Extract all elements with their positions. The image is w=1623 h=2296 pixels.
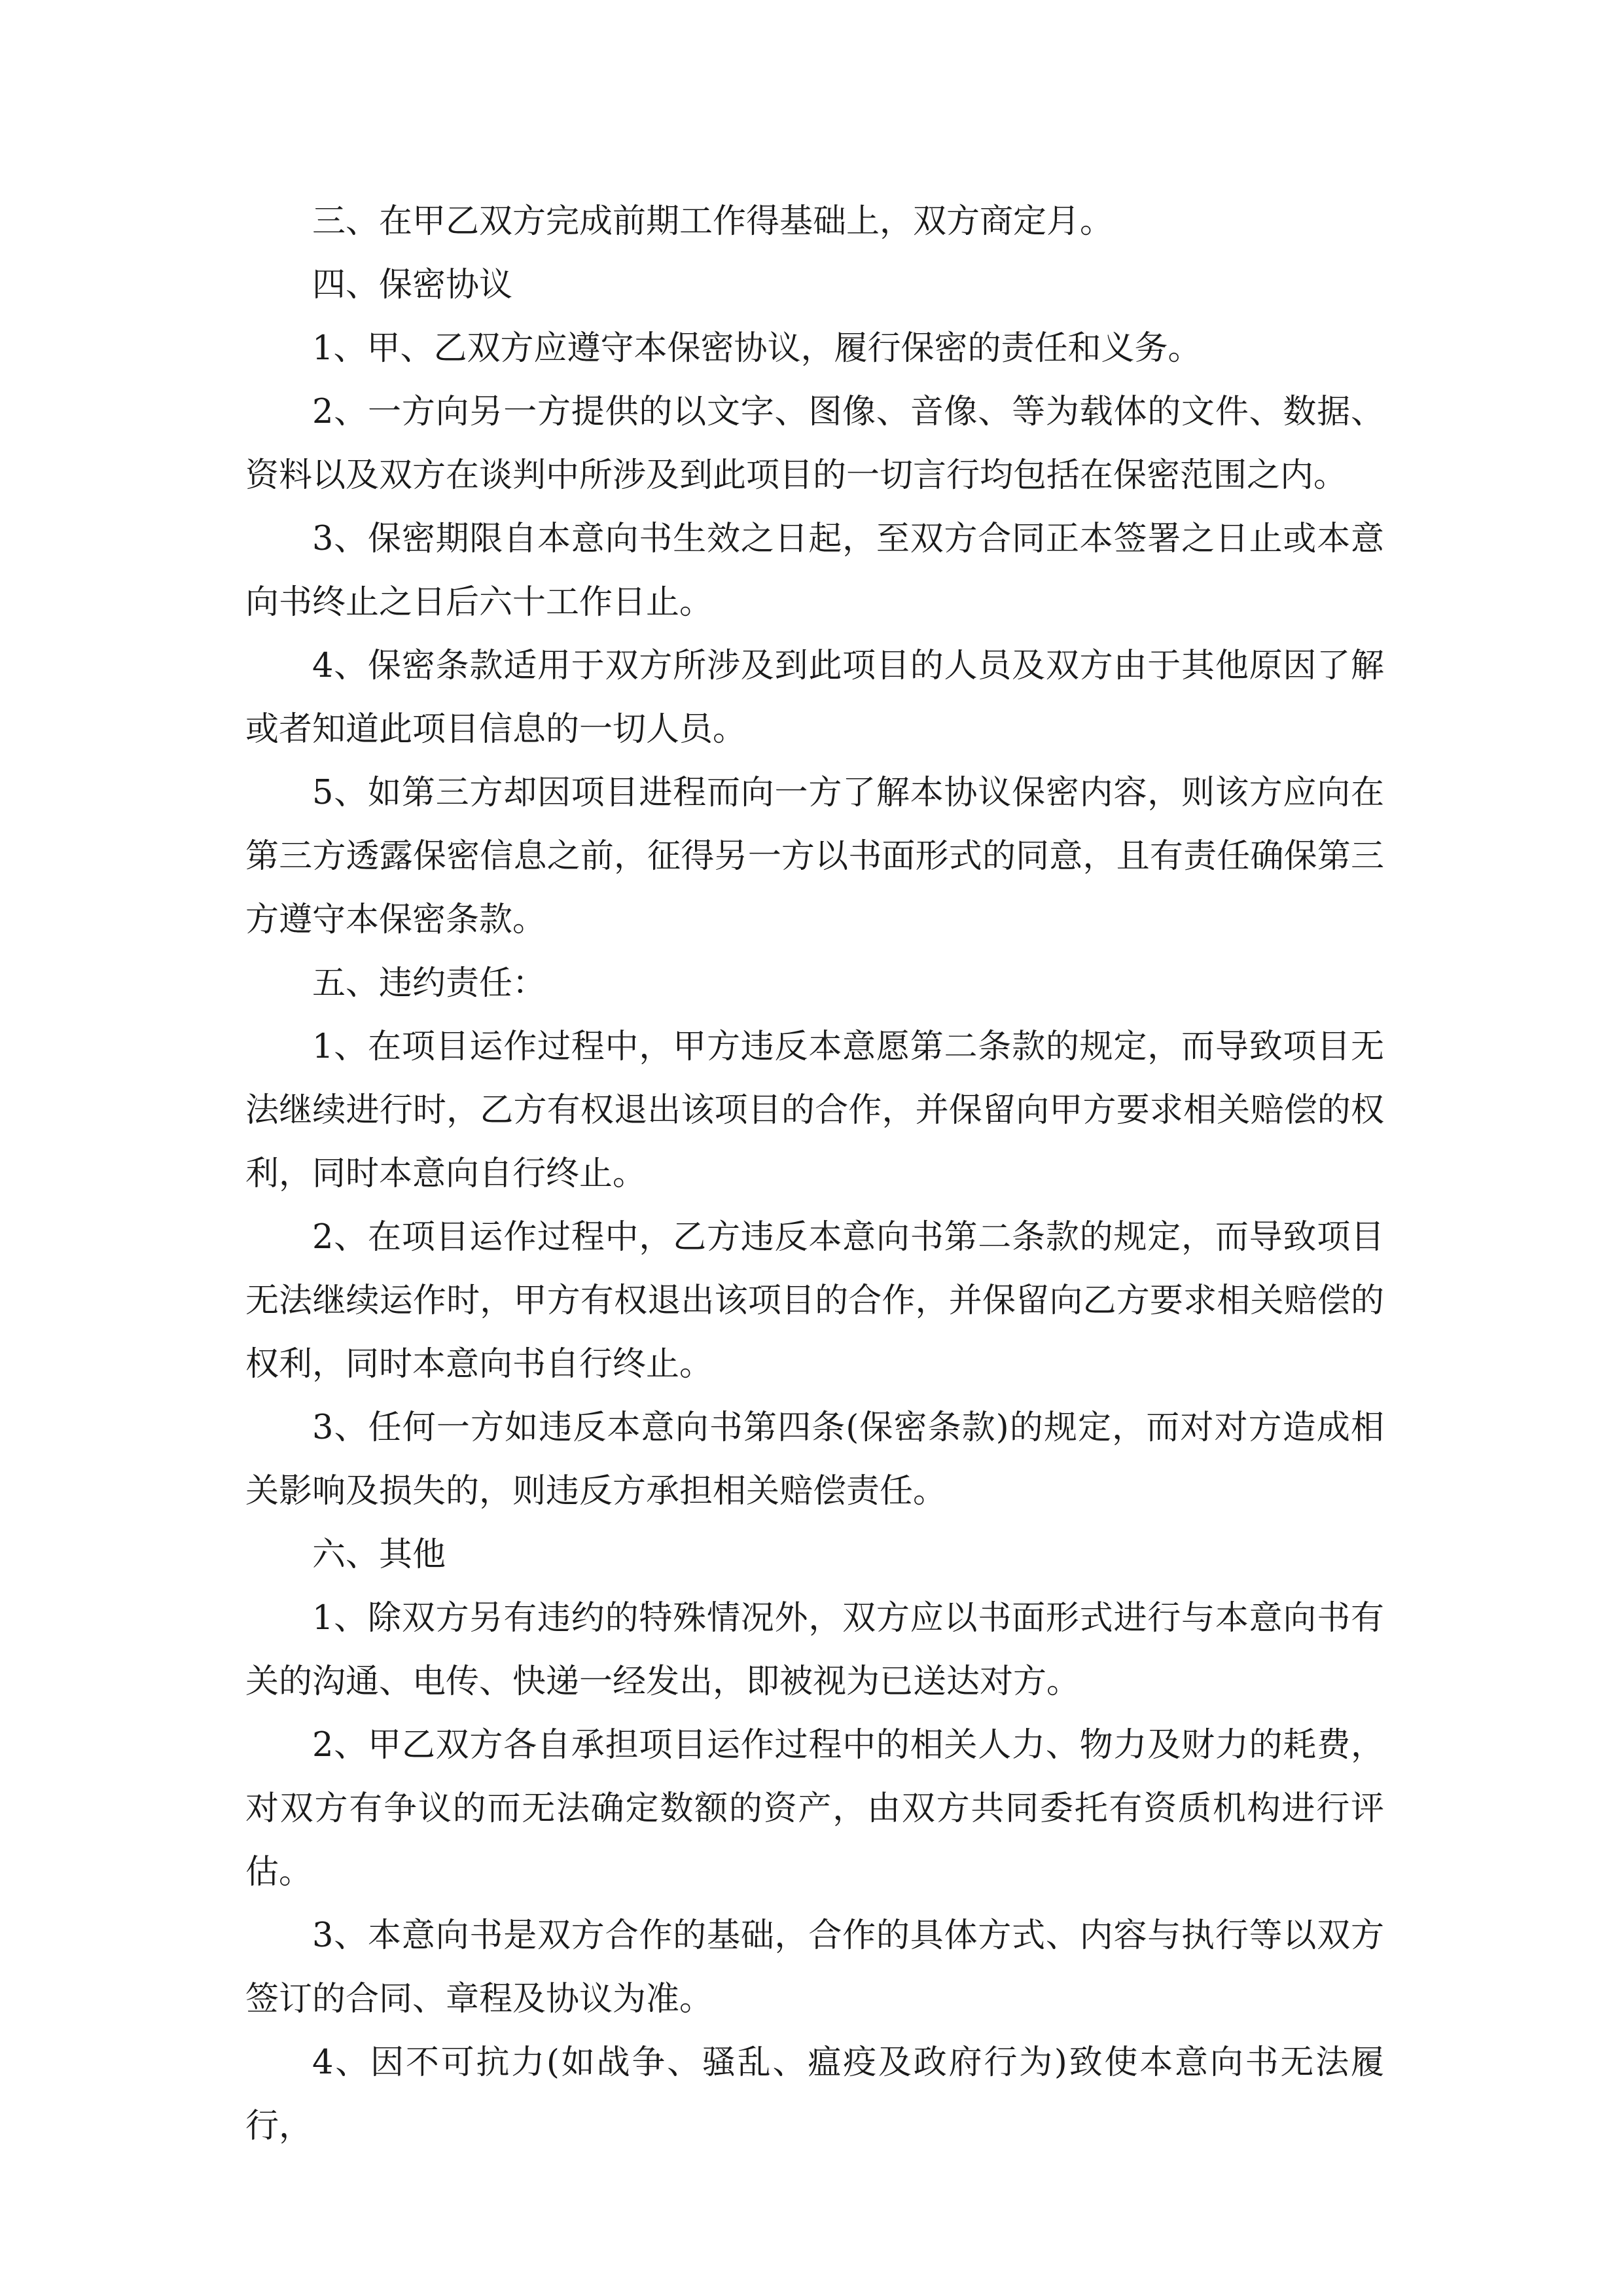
clause-paragraph: 1、甲、乙双方应遵守本保密协议，履行保密的责任和义务。 (312, 329, 1202, 368)
document-body (245, 190, 1384, 2158)
clause-paragraph: 2、一方向另一方提供的以文字、图像、音像、等为载体的文件、数据、资料以及双方在谈判中所涉及到此项目的一切言行均包括在保密范围之内。 (245, 393, 1384, 495)
clause-paragraph: 4、因不可抗力(如战争、骚乱、瘟疫及政府行为)致使本意向书无法履行， (245, 2043, 1384, 2145)
clause-paragraph: 2、甲乙双方各自承担项目运作过程中的相关人力、物力及财力的耗费，对双方有争议的而无法确定数额的资产，由双方共同委托有资质机构进行评估。 (245, 1726, 1384, 1892)
clause-paragraph: 2、在项目运作过程中，乙方违反本意向书第二条款的规定，而导致项目无法继续运作时，甲方有权退出该项目的合作，并保留向乙方要求相关赔偿的权利，同时本意向书自行终止。 (245, 1218, 1384, 1384)
clause-paragraph: 1、除双方另有违约的特殊情况外，双方应以书面形式进行与本意向书有关的沟通、电传、快递一经发出，即被视为已送达对方。 (245, 1599, 1384, 1701)
clause-paragraph: 4、保密条款适用于双方所涉及到此项目的人员及双方由于其他原因了解或者知道此项目信息的一切人员。 (245, 647, 1384, 749)
section-heading: 三、在甲乙双方完成前期工作得基础上，双方商定月。 (312, 202, 1114, 241)
section-heading: 六、其他 (312, 1535, 446, 1574)
clause-paragraph: 1、在项目运作过程中，甲方违反本意愿第二条款的规定，而导致项目无法继续进行时，乙方有权退出该项目的合作，并保留向甲方要求相关赔偿的权利，同时本意向自行终止。 (245, 1028, 1384, 1193)
clause-paragraph: 3、本意向书是双方合作的基础，合作的具体方式、内容与执行等以双方签订的合同、章程及协议为准。 (245, 1916, 1384, 2018)
clause-paragraph: 3、保密期限自本意向书生效之日起，至双方合同正本签署之日止或本意向书终止之日后六十工作日止。 (245, 520, 1384, 622)
section-heading: 四、保密协议 (312, 266, 513, 304)
clause-paragraph: 3、任何一方如违反本意向书第四条(保密条款)的规定，而对对方造成相关影响及损失的，则违反方承担相关赔偿责任。 (245, 1408, 1384, 1511)
clause-paragraph: 5、如第三方却因项目进程而向一方了解本协议保密内容，则该方应向在第三方透露保密信息之前，征得另一方以书面形式的同意，且有责任确保第三方遵守本保密条款。 (245, 774, 1384, 939)
section-heading: 五、违约责任： (312, 964, 546, 1003)
